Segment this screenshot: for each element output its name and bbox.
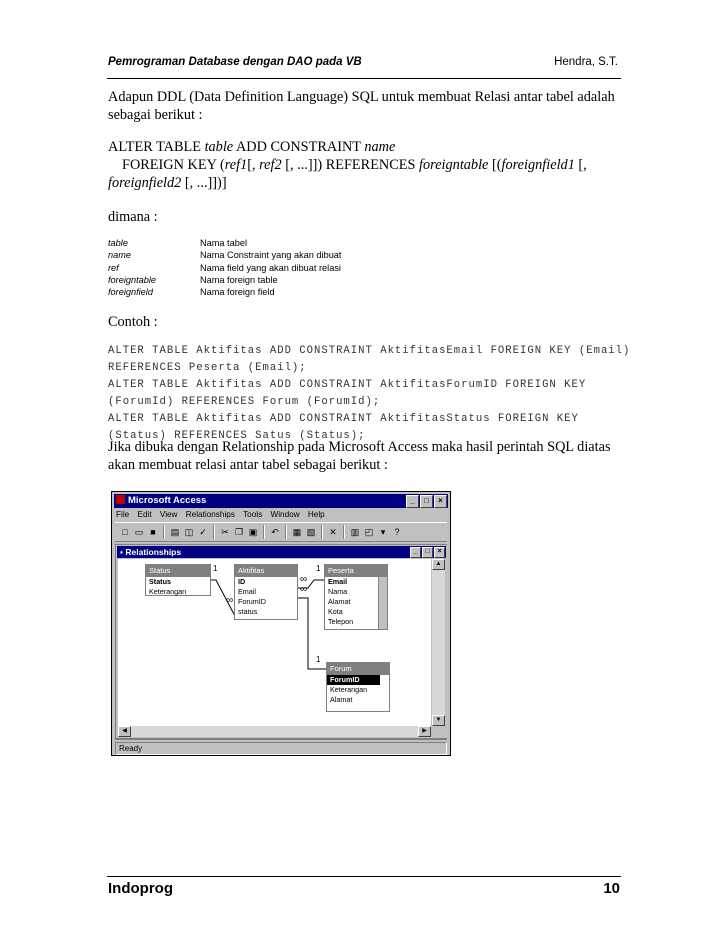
definition-desc: Nama foreign table <box>200 274 278 285</box>
code-line: ALTER TABLE Aktifitas ADD CONSTRAINT AktifitasForumID FOREIGN KEY <box>108 379 587 391</box>
toolbar-separator <box>213 525 215 539</box>
contoh-label: Contoh : <box>108 314 158 330</box>
toolbar-separator <box>343 525 345 539</box>
scroll-down-icon[interactable]: ▼ <box>432 715 445 726</box>
syntax-param: name <box>364 139 396 155</box>
table-forum[interactable] <box>326 662 390 712</box>
print-preview-icon[interactable]: ◫ <box>184 527 194 537</box>
syntax-param: foreignfield1 <box>501 157 575 173</box>
maximize-icon[interactable]: □ <box>422 547 433 558</box>
cut-icon[interactable]: ✂ <box>221 527 229 537</box>
definitions-table <box>108 238 341 299</box>
syntax-line-1 <box>108 138 624 156</box>
definition-term: name <box>108 250 131 261</box>
toolbar <box>115 522 447 542</box>
code-line: ALTER TABLE Aktifitas ADD CONSTRAINT AktifitasStatus FOREIGN KEY <box>108 413 579 425</box>
field-item[interactable]: Telepon <box>328 617 354 626</box>
syntax-text: [( <box>488 157 502 173</box>
syntax-line-3 <box>108 174 624 192</box>
menu-window[interactable]: Window <box>270 510 300 519</box>
menu-relationships[interactable]: Relationships <box>185 510 235 519</box>
field-item[interactable]: Email <box>238 587 256 596</box>
toolbar-separator <box>263 525 265 539</box>
field-item[interactable]: Status <box>149 577 171 586</box>
page-number: 10 <box>603 880 620 897</box>
field-item-selected[interactable]: ForumID <box>327 675 380 685</box>
help-icon[interactable]: ? <box>394 527 400 537</box>
alter-table-syntax <box>108 138 624 192</box>
definition-term: foreigntable <box>108 274 157 285</box>
scroll-left-icon[interactable]: ◀ <box>118 726 131 737</box>
access-key-icon <box>116 495 125 504</box>
relationships-menu-icon[interactable]: ▪ <box>120 547 126 557</box>
syntax-param: foreigntable <box>419 157 489 173</box>
new-icon[interactable]: □ <box>122 527 128 537</box>
code-line: REFERENCES Peserta (Email); <box>108 362 307 374</box>
dimana-label: dimana : <box>108 209 158 225</box>
definition-desc: Nama Constraint yang akan dibuat <box>200 250 342 261</box>
field-item[interactable]: ID <box>238 577 246 586</box>
definition-row <box>108 275 341 287</box>
aktifitas-forum-line <box>298 598 326 669</box>
new-object-icon[interactable]: ◰ <box>364 527 374 537</box>
field-item[interactable]: Kota <box>328 607 343 616</box>
syntax-text: [, ...]]) REFERENCES <box>281 157 420 173</box>
dropdown-icon[interactable]: ▾ <box>380 527 386 537</box>
definition-term: ref <box>108 262 119 273</box>
table-aktifitas[interactable] <box>234 564 298 620</box>
delete-icon[interactable]: ✕ <box>329 527 337 537</box>
code-line: ALTER TABLE Aktifitas ADD CONSTRAINT AktifitasEmail FOREIGN KEY (Email) <box>108 345 631 357</box>
field-item[interactable]: Email <box>328 577 348 586</box>
window-controls <box>405 495 447 509</box>
field-item[interactable]: Nama <box>328 587 348 596</box>
definition-row <box>108 250 341 262</box>
footer-left: Indoprog <box>108 880 173 897</box>
scroll-right-icon[interactable]: ▶ <box>418 726 431 737</box>
child-window-controls <box>409 547 445 559</box>
table-header[interactable]: Forum <box>327 663 389 675</box>
footer-rule <box>107 876 621 877</box>
code-line: (Status) REFERENCES Satus (Status); <box>108 430 366 442</box>
field-item[interactable]: Alamat <box>328 597 351 606</box>
intro-paragraph: Adapun DDL (Data Definition Language) SQL untuk membuat Relasi antar tabel adalah sebagai berikut : <box>108 89 615 123</box>
field-item[interactable]: status <box>238 607 258 616</box>
one-side-marker: 1 <box>213 564 218 573</box>
many-side-marker: ∞ <box>300 574 308 585</box>
access-title: Microsoft Access <box>128 495 207 506</box>
minimize-icon[interactable]: _ <box>410 547 421 558</box>
open-icon[interactable]: ▭ <box>134 527 144 537</box>
maximize-icon[interactable]: □ <box>420 495 433 508</box>
header-title: Pemrograman Database dengan DAO pada VB <box>108 56 362 68</box>
field-item[interactable]: Alamat <box>330 695 353 704</box>
show-table-icon[interactable]: ▦ <box>292 527 302 537</box>
paste-icon[interactable]: ▣ <box>248 527 258 537</box>
table-header[interactable]: Status <box>146 565 210 577</box>
undo-icon[interactable]: ↶ <box>271 527 279 537</box>
access-titlebar <box>114 494 448 508</box>
menu-file[interactable]: File <box>116 510 130 519</box>
field-item[interactable]: Keterangan <box>330 685 368 694</box>
toolbar-separator <box>321 525 323 539</box>
table-status[interactable] <box>145 564 211 596</box>
definition-term: foreignfield <box>108 287 153 298</box>
table-peserta[interactable] <box>324 564 388 630</box>
toolbar-separator <box>163 525 165 539</box>
menu-view[interactable]: View <box>159 510 178 519</box>
vertical-scrollbar[interactable] <box>432 559 445 726</box>
relationships-window <box>116 545 447 738</box>
code-line: (ForumId) REFERENCES Forum (ForumId); <box>108 396 381 408</box>
definition-row <box>108 238 341 250</box>
close-icon[interactable]: × <box>434 547 445 558</box>
syntax-param: foreignfield2 <box>108 175 182 191</box>
definition-desc: Nama tabel <box>200 238 247 248</box>
definition-term: table <box>108 238 128 248</box>
syntax-text: [, <box>574 157 587 173</box>
print-icon[interactable]: ▤ <box>170 527 180 537</box>
relationships-title: Relationships <box>125 547 182 557</box>
one-side-marker: 1 <box>316 564 321 573</box>
syntax-text: [, ...]])] <box>181 175 227 191</box>
horizontal-scrollbar[interactable] <box>118 726 431 737</box>
many-side-marker: ∞ <box>226 595 234 606</box>
menu-edit[interactable]: Edit <box>137 510 152 519</box>
syntax-param: ref1 <box>224 157 248 173</box>
sql-code-block <box>108 343 630 445</box>
one-side-marker: 1 <box>316 655 321 664</box>
menu-help[interactable]: Help <box>307 510 325 519</box>
relationships-canvas[interactable] <box>118 559 431 726</box>
syntax-param: table <box>204 139 234 155</box>
definition-row <box>108 287 341 299</box>
syntax-text: ADD CONSTRAINT <box>233 139 365 155</box>
many-side-marker: ∞ <box>300 584 308 595</box>
field-item[interactable]: Keterangan <box>149 587 187 596</box>
relationships-titlebar <box>117 546 446 558</box>
syntax-text: ALTER TABLE <box>108 139 205 155</box>
scroll-up-icon[interactable]: ▲ <box>432 559 445 570</box>
copy-icon[interactable]: ❐ <box>234 527 244 537</box>
status-bar: Ready <box>115 742 447 755</box>
syntax-line-2 <box>108 156 624 174</box>
show-direct-icon[interactable]: ▧ <box>306 527 316 537</box>
table-header[interactable]: Peserta <box>325 565 387 577</box>
header-rule <box>107 78 621 79</box>
mdi-client-area <box>115 544 447 740</box>
save-icon[interactable]: ■ <box>150 527 156 537</box>
minimize-icon[interactable]: _ <box>406 495 419 508</box>
table-header[interactable]: Aktifitas <box>235 565 297 577</box>
field-item[interactable]: ForumID <box>238 597 266 606</box>
toolbar-separator <box>285 525 287 539</box>
header-author: Hendra, S.T. <box>554 56 618 68</box>
database-window-icon[interactable]: ▥ <box>350 527 360 537</box>
syntax-text: FOREIGN KEY ( <box>122 157 225 173</box>
menu-bar <box>116 510 331 519</box>
syntax-text: [, <box>247 157 260 173</box>
definition-desc: Nama field yang akan dibuat relasi <box>200 262 341 273</box>
spelling-icon[interactable]: ✓ <box>199 527 207 537</box>
closing-paragraph: Jika dibuka dengan Relationship pada Microsoft Access maka hasil perintah SQL diatas akan membuat relasi antar tabel sebagai berikut : <box>108 439 611 473</box>
access-window <box>111 491 451 756</box>
definition-row <box>108 263 341 275</box>
definition-desc: Nama foreign field <box>200 287 275 298</box>
table-scrollbar[interactable] <box>378 577 387 629</box>
close-icon[interactable]: × <box>434 495 447 508</box>
syntax-param: ref2 <box>259 157 282 173</box>
menu-tools[interactable]: Tools <box>243 510 263 519</box>
